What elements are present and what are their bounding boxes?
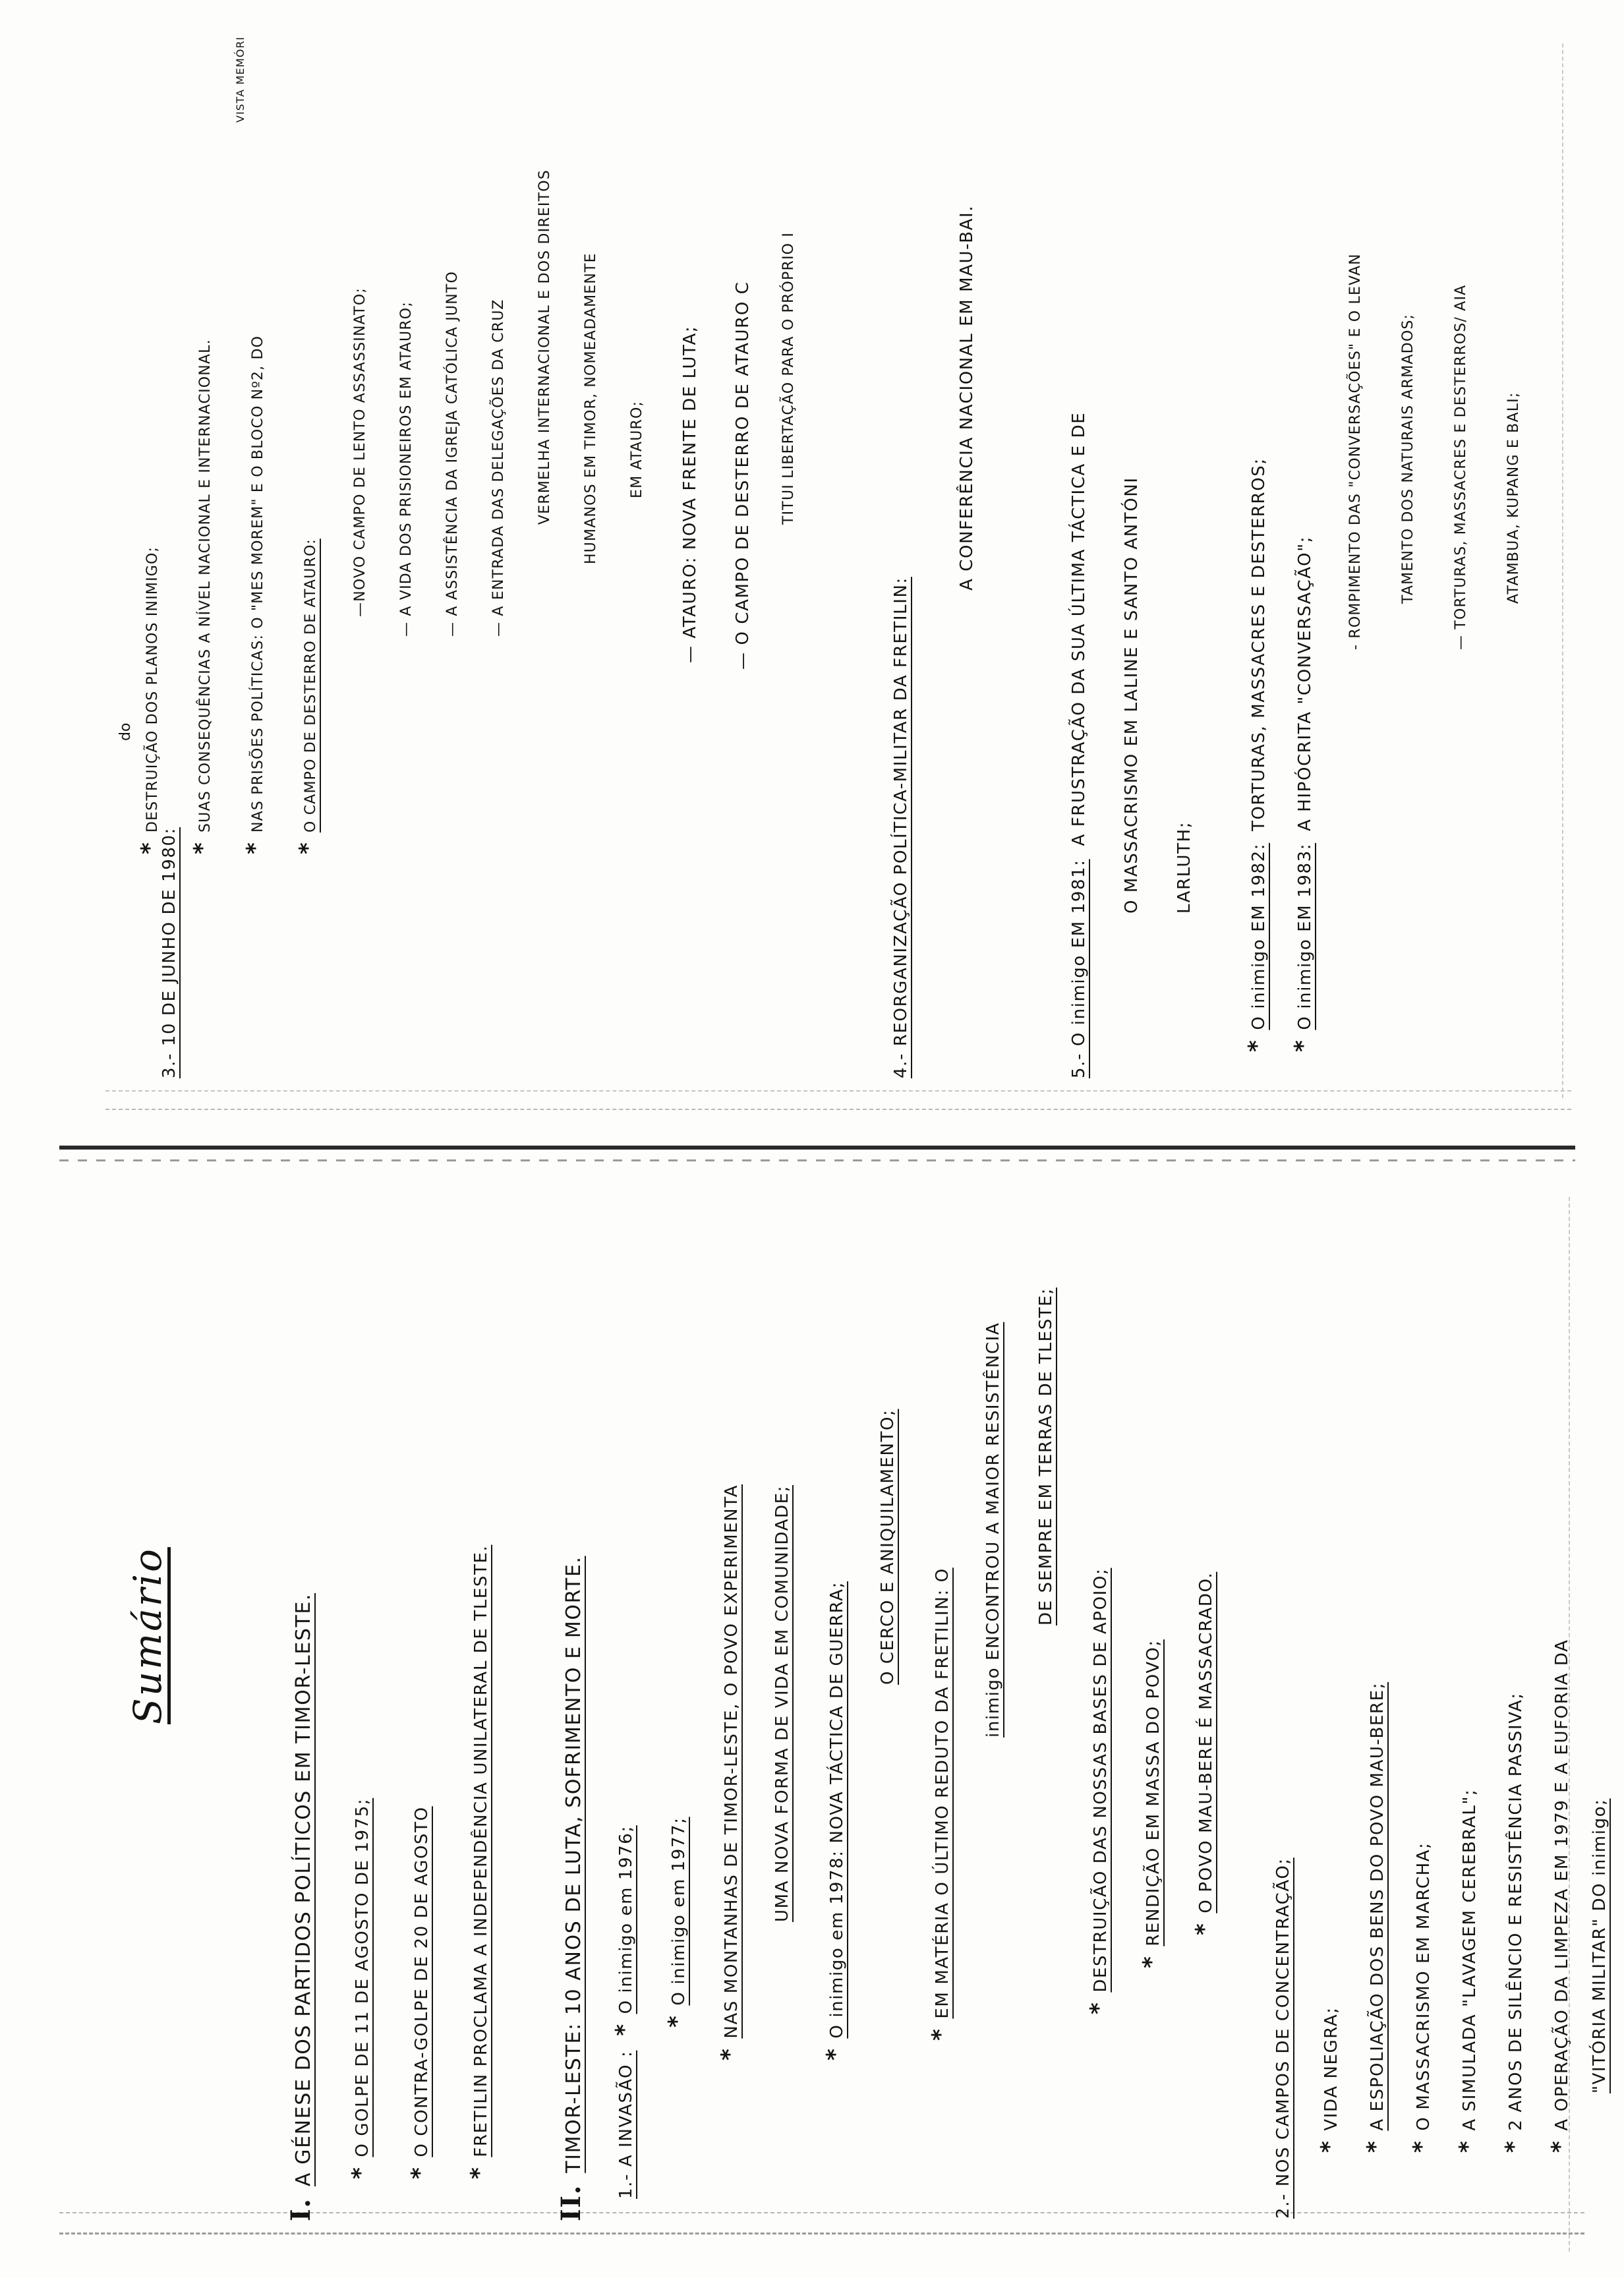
- list-item: *O inimigo em 1977;: [664, 1817, 690, 2028]
- list-item: *O CAMPO DE DESTERRO DE ATAURO:: [295, 539, 321, 854]
- list-item: *O inimigo EM 1983: A HIPÓCRITA "CONVERSAÇÃO";: [1290, 535, 1316, 1052]
- list-item: *A OPERAÇÃO DA LIMPEZA EM 1979 E A EUFORIA DA: [1547, 1639, 1573, 2153]
- list-item: — A ENTRADA DAS DELEGAÇÕES DA CRUZ: [490, 299, 507, 637]
- section-ii-heading: II. TIMOR-LESTE: 10 ANOS DE LUTA, SOFRIMENTO E MORTE.: [556, 1556, 587, 2221]
- list-item: *DESTRUIÇÃO DOS PLANOS INIMIGO;: [136, 546, 163, 854]
- page-divider: [59, 1146, 1575, 1150]
- list-item-continuation: inimigo ENCONTROU A MAIOR RESISTÊNCIA: [983, 1322, 1003, 1738]
- section-heading-text: TIMOR-LESTE: 10 ANOS DE LUTA, SOFRIMENTO E MORTE.: [562, 1556, 585, 2173]
- list-item: *NAS MONTANHAS DE TIMOR-LESTE, O POVO EXPERIMENTA: [716, 1484, 743, 2060]
- list-item: *FRETILIN PROCLAMA A INDEPENDÊNCIA UNILATERAL DE TLESTE.: [466, 1544, 492, 2179]
- list-item: *O inimigo em 1978: NOVA TÁCTICA DE GUERRA;: [822, 1581, 848, 2060]
- list-item: — A ASSISTÊNCIA DA IGREJA CATÓLICA JUNTO: [444, 270, 461, 637]
- list-item-continuation: TAMENTO DOS NATURAIS ARMADOS;: [1400, 313, 1416, 604]
- list-item: *O CONTRA-GOLPE DE 20 DE AGOSTO: [407, 1806, 433, 2179]
- list-item: *DESTRUIÇÃO DAS NOSSAS BASES DE APOIO;: [1086, 1567, 1112, 2014]
- list-item: — O CAMPO DE DESTERRO DE ATAURO C: [733, 281, 753, 670]
- list-item: *O MASSACRISMO EM MARCHA;: [1408, 1842, 1435, 2153]
- list-item-continuation: O CERCO E ANIQUILAMENTO;: [878, 1409, 898, 1685]
- list-item: *NAS PRISÕES POLÍTICAS: O "MES MOREM" E O BLOCO Nº2, DO: [242, 335, 268, 854]
- list-item-continuation: HUMANOS EM TIMOR, NOMEADAMENTE: [583, 252, 599, 564]
- section-i-heading: I. A GÉNESE DOS PARTIDOS POLÍTICOS EM TIMOR-LESTE.: [285, 1592, 316, 2221]
- subsection-1: 1.- A INVASÃO : *O inimigo em 1976;: [611, 1825, 637, 2199]
- list-item: *RENDIÇÃO EM MASSA DO POVO;: [1138, 1639, 1165, 1968]
- section-5-heading: 5.- O inimigo EM 1981: A FRUSTRAÇÃO DA SUA ÚLTIMA TÁCTICA E DE: [1069, 411, 1089, 1078]
- margin-line: [105, 1090, 1571, 1092]
- list-item-continuation: "VITÓRIA MILITAR" DO inimigo;: [1590, 1798, 1610, 2093]
- superscript-note: do: [117, 722, 134, 741]
- list-item-continuation: EM ATAURO;: [629, 400, 645, 498]
- subsection-2: 2.- NOS CAMPOS DE CONCENTRAÇÃO;: [1273, 1857, 1293, 2219]
- list-item-continuation: UMA NOVA FORMA DE VIDA EM COMUNIDADE;: [772, 1485, 792, 1922]
- list-item: *VIDA NEGRA;: [1316, 2006, 1343, 2153]
- list-item: —NOVO CAMPO DE LENTO ASSASSINATO;: [352, 287, 368, 617]
- page-title: Sumário: [125, 1547, 170, 1724]
- list-item-continuation: LARLUTH;: [1174, 821, 1194, 914]
- section-4-text: A CONFERÊNCIA NACIONAL EM MAU-BAI.: [957, 204, 977, 591]
- list-item: — TORTURAS, MASSACRES E DESTERROS/ AIA: [1453, 284, 1469, 650]
- list-item-continuation: VERMELHA INTERNACIONAL E DOS DIREITOS: [536, 169, 553, 525]
- list-item: *SUAS CONSEQUÊNCIAS A NÍVEL NACIONAL E INTERNACIONAL.: [189, 339, 216, 854]
- list-item-continuation: O MASSACRISMO EM LALINE E SANTO ANTÓNI: [1122, 477, 1142, 914]
- list-item-continuation: TITUI LIBERTAÇÃO PARA O PRÓPRIO I: [780, 231, 797, 525]
- list-item: *2 ANOS DE SILÊNCIO E RESISTÊNCIA PASSIVA;: [1501, 1692, 1527, 2153]
- section-4-heading: 4.- REORGANIZAÇÃO POLÍTICA-MILITAR DA FRETILIN:: [891, 577, 911, 1078]
- list-item: *A SIMULADA "LAVAGEM CEREBRAL";: [1455, 1788, 1481, 2153]
- list-item: *EM MATÉRIA O ÚLTIMO REDUTO DA FRETILIN: O: [927, 1567, 954, 2041]
- list-item: *O inimigo EM 1982: TORTURAS, MASSACRES E DESTERROS;: [1244, 457, 1270, 1052]
- list-item: — A VIDA DOS PRISIONEIROS EM ATAURO;: [398, 301, 415, 637]
- list-item: - ROMPIMENTO DAS "CONVERSAÇÕES" E O LEVAN: [1347, 253, 1364, 650]
- section-3-heading: 3.- 10 DE JUNHO DE 1980:: [160, 827, 179, 1078]
- side-note: VISTA MEMÓRI: [234, 36, 246, 123]
- list-item-continuation: DE SEMPRE EM TERRAS DE TLESTE;: [1036, 1287, 1056, 1625]
- list-item: *O GOLPE DE 11 DE AGOSTO DE 1975;: [347, 1797, 374, 2179]
- margin-line: [59, 2233, 1584, 2234]
- margin-line: [105, 1109, 1571, 1110]
- list-item: *A ESPOLIAÇÃO DOS BENS DO POVO MAU-BERE;: [1362, 1681, 1389, 2153]
- list-item: — ATAURO: NOVA FRENTE DE LUTA;: [680, 325, 700, 663]
- section-heading-text: A GÉNESE DOS PARTIDOS POLÍTICOS EM TIMOR-LESTE.: [292, 1592, 315, 2187]
- list-item: *O POVO MAU-BERE É MASSACRADO.: [1191, 1571, 1217, 1935]
- fold-line: [1562, 44, 1563, 1098]
- list-item-continuation: ATAMBUA, KUPANG E BALI;: [1505, 392, 1522, 604]
